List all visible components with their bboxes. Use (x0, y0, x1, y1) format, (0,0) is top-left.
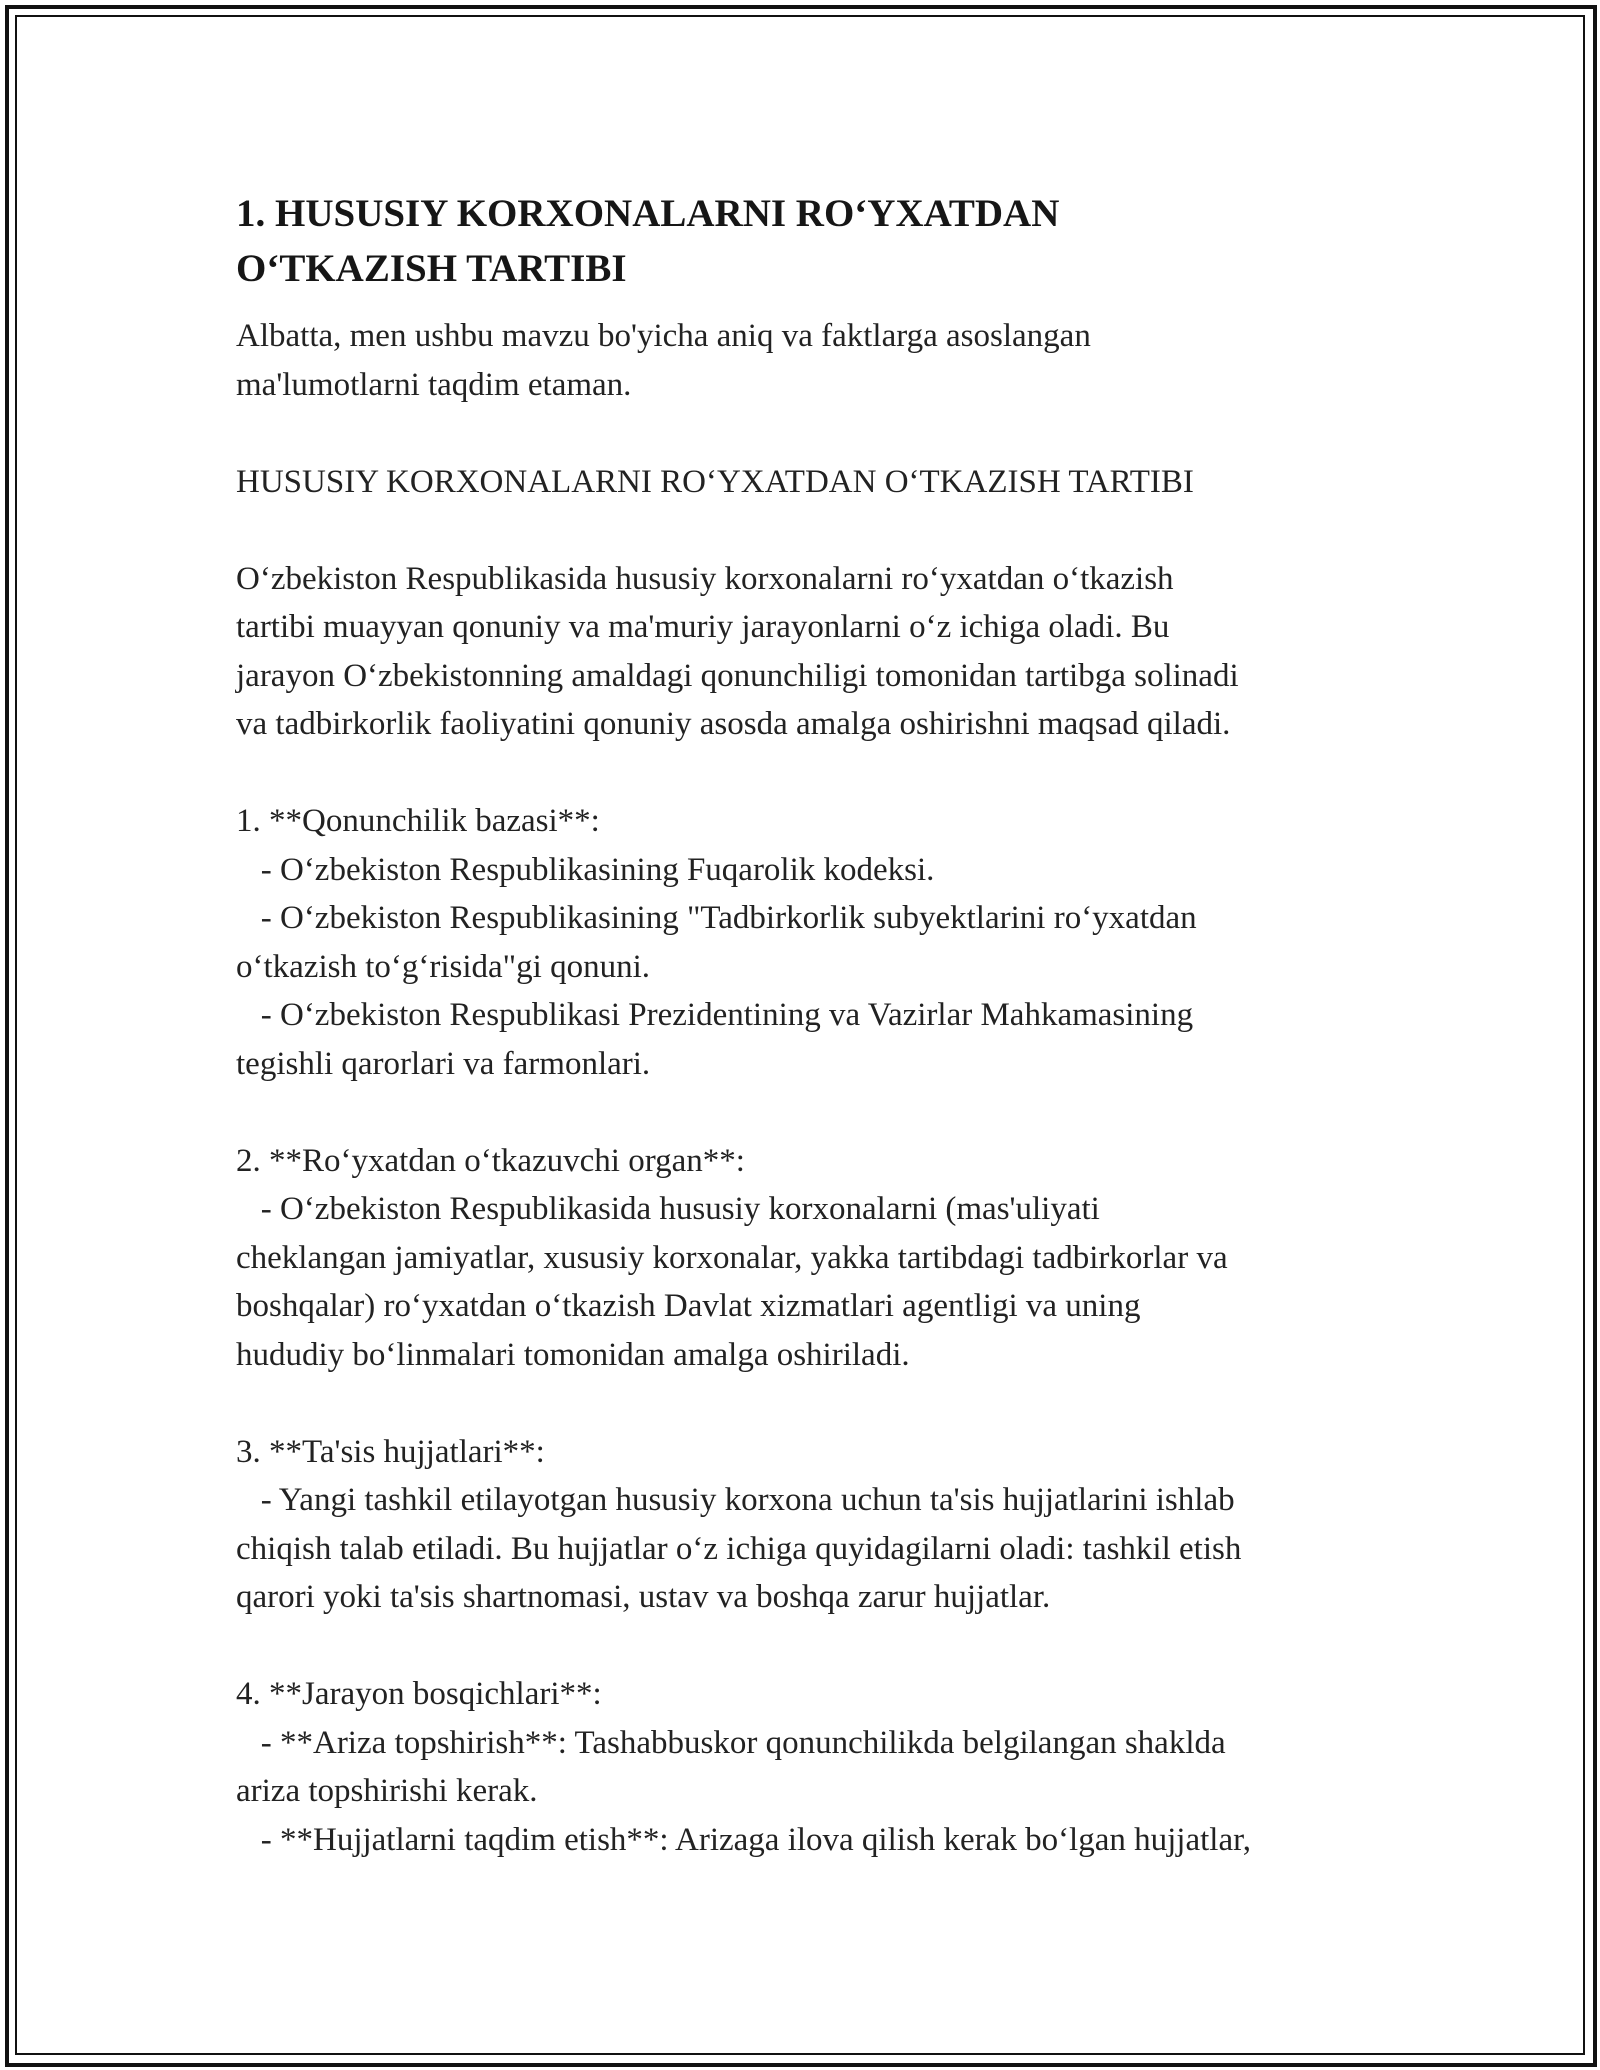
text-line: chiqish talab etiladi. Bu hujjatlar oʻz ichiga quyidagilarni oladi: tashkil etish (236, 1530, 1242, 1567)
text-line: tartibi muayyan qonuniy va ma'muriy jarayonlarni oʻz ichiga oladi. Bu (236, 609, 1170, 645)
section-registering-body (236, 1137, 1396, 1380)
text-line: ma'lumotlarni taqdim etaman. (236, 366, 632, 403)
list-item: - Oʻzbekiston Respublikasining "Tadbirkorlik subyektlarini roʻyxatdan (236, 900, 1197, 936)
section-process-stages (236, 1670, 1396, 1864)
section-founding-documents (236, 1428, 1396, 1622)
text-line: Albatta, men ushbu mavzu bo'yicha aniq va faktlarga asoslangan (236, 318, 1091, 354)
list-item: - Oʻzbekiston Respublikasi Prezidentining va Vazirlar Mahkamasining (236, 997, 1194, 1033)
intro-paragraph (236, 312, 1396, 409)
list-item: - Oʻzbekiston Respublikasining Fuqarolik kodeksi. (236, 851, 935, 888)
document-heading (236, 186, 1396, 296)
text-line: qarori yoki ta'sis shartnomasi, ustav va boshqa zarur hujjatlar. (236, 1579, 1051, 1615)
text-line: cheklangan jamiyatlar, xususiy korxonalar, yakka tartibdagi tadbirkorlar va (236, 1239, 1228, 1276)
text-line: oʻtkazish toʻgʻrisida"gi qonuni. (236, 948, 650, 985)
text-line: tegishli qarorlari va farmonlari. (236, 1045, 651, 1082)
overview-paragraph (236, 555, 1396, 749)
list-item: - **Ariza topshirish**: Tashabbuskor qonunchilikda belgilangan shaklda (236, 1724, 1226, 1761)
section-legal-basis (236, 797, 1396, 1088)
document-page (236, 186, 1396, 1864)
text-line: va tadbirkorlik faoliyatini qonuniy asosda amalga oshirishni maqsad qiladi. (236, 706, 1231, 742)
document-subtitle (236, 458, 1396, 507)
list-item: - **Hujjatlarni taqdim etish**: Arizaga ilova qilish kerak boʻlgan hujjatlar, (236, 1821, 1252, 1858)
text-line: ariza topshirishi kerak. (236, 1773, 538, 1809)
text-line: hududiy boʻlinmalari tomonidan amalga oshiriladi. (236, 1336, 910, 1373)
heading-line: OʻTKAZISH TARTIBI (236, 247, 627, 290)
section-title: 2. **Roʻyxatdan oʻtkazuvchi organ**: (236, 1142, 745, 1179)
section-title: 1. **Qonunchilik bazasi**: (236, 803, 600, 839)
heading-line: 1. HUSUSIY KORXONALARNI ROʻYXATDAN (236, 192, 1060, 235)
section-title: 4. **Jarayon bosqichlari**: (236, 1676, 602, 1712)
text-line: jarayon Oʻzbekistonning amaldagi qonunchiligi tomonidan tartibga solinadi (236, 657, 1239, 694)
section-title: 3. **Ta'sis hujjatlari**: (236, 1433, 545, 1470)
text-line: HUSUSIY KORXONALARNI ROʻYXATDAN OʻTKAZISH TARTIBI (236, 463, 1194, 500)
list-item: - Oʻzbekiston Respublikasida hususiy korxonalarni (mas'uliyati (236, 1191, 1100, 1227)
text-line: boshqalar) roʻyxatdan oʻtkazish Davlat xizmatlari agentligi va uning (236, 1288, 1141, 1324)
text-line: Oʻzbekiston Respublikasida hususiy korxonalarni roʻyxatdan oʻtkazish (236, 560, 1174, 597)
list-item: - Yangi tashkil etilayotgan hususiy korxona uchun ta'sis hujjatlarini ishlab (236, 1482, 1235, 1518)
